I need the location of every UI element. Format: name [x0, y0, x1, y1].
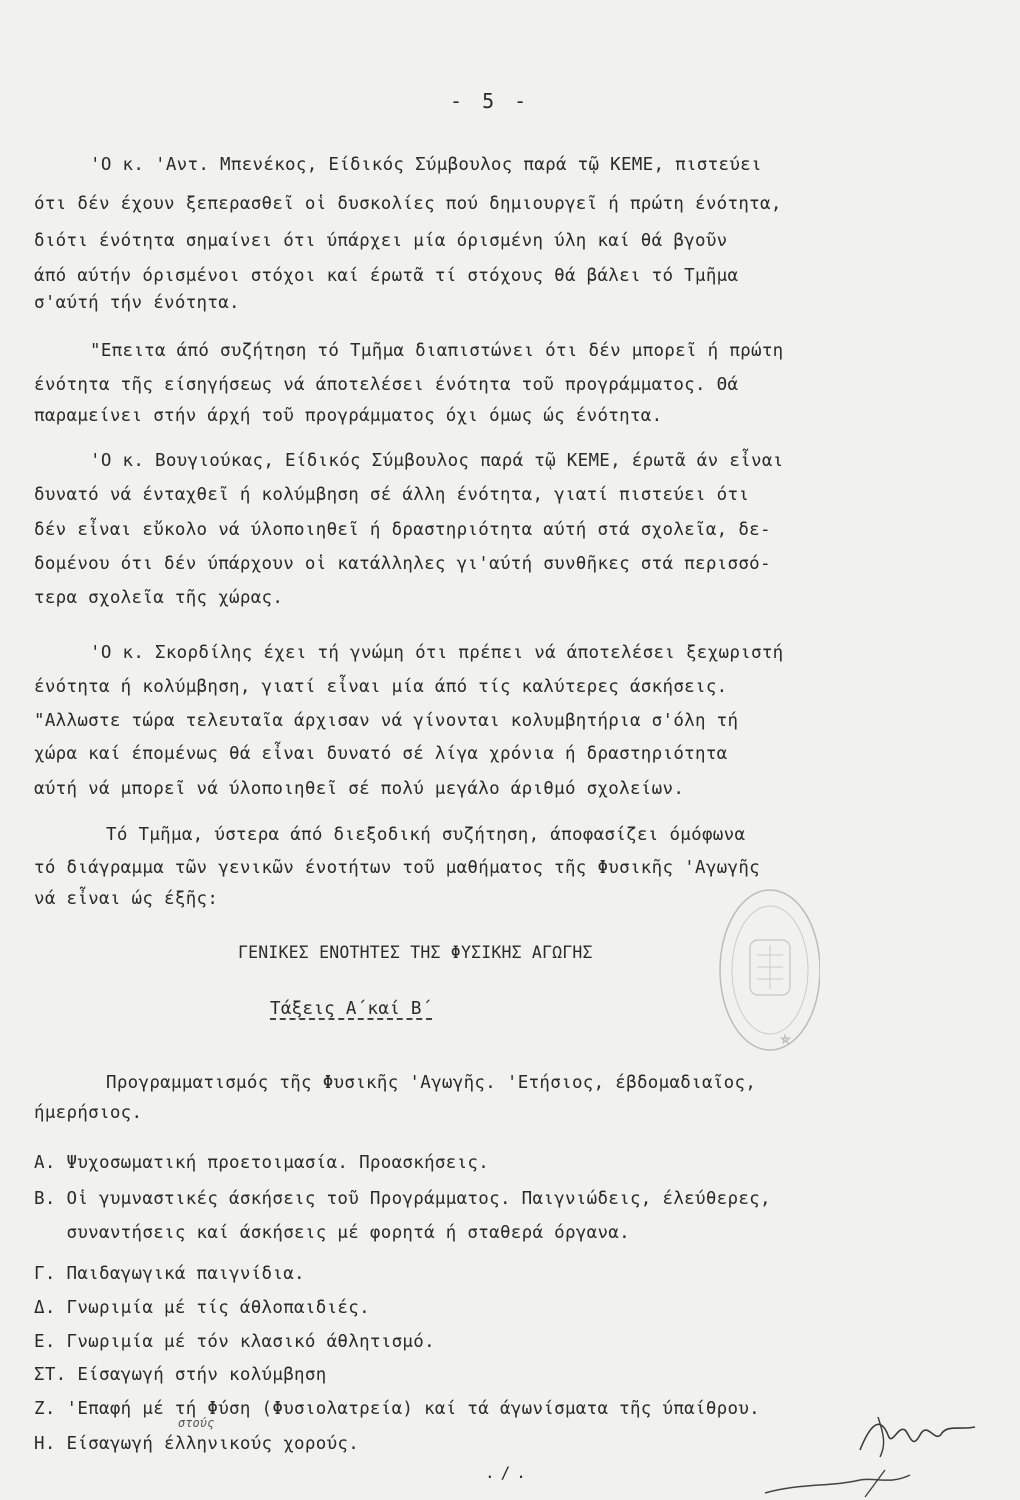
- list-item: Δ. Γνωριμία μέ τίς άθλοπαιδιές.: [34, 1298, 370, 1318]
- list-item: ΣΤ. Είσαγωγή στήν κολύμβηση: [34, 1365, 327, 1385]
- scribble-mark-icon: [760, 1465, 920, 1500]
- list-item: συναντήσεις καί άσκήσεις μέ φορητά ή σταθερά όργανα.: [34, 1223, 630, 1243]
- list-item: Ζ. 'Επαφή μέ τή Φύση (Φυσιολατρεία) καί τά άγωνίσματα τῆς ύπαίθρου.: [34, 1399, 761, 1419]
- paragraph-line: Τό Τμῆμα, ύστερα άπό διεξοδική συζήτηση, άποφασίζει όμόφωνα: [106, 825, 746, 845]
- list-item: Ε. Γνωριμία μέ τόν κλασικό άθλητισμό.: [34, 1332, 435, 1352]
- paragraph-line: σ'αύτή τήν ένότητα.: [34, 293, 240, 313]
- paragraph-line: νά εἶναι ώς έξῆς:: [34, 889, 219, 909]
- paragraph-line: 'Ο κ. Σκορδίλης έχει τή γνώμη ότι πρέπει νά άποτελέσει ξεχωριστή: [90, 643, 784, 663]
- paragraph-line: ένότητα τῆς είσηγήσεως νά άποτελέσει ένότητα τοῦ προγράμματος. Θά: [34, 375, 739, 395]
- continuation-mark: ./.: [485, 1463, 532, 1482]
- paragraph-line: τερα σχολεῖα τῆς χώρας.: [34, 588, 284, 608]
- seal-stamp-icon: [705, 885, 820, 1055]
- list-item: Γ. Παιδαγωγικά παιγνίδια.: [34, 1264, 305, 1284]
- paragraph-line: διότι ένότητα σημαίνει ότι ύπάρχει μία όρισμένη ύλη καί θά βγοῦν: [34, 231, 728, 251]
- paragraph-line: άπό αύτήν όρισμένοι στόχοι καί έρωτᾶ τί στόχους θά βάλει τό Τμῆμα: [34, 266, 739, 286]
- section-subheading: [270, 996, 433, 1022]
- paragraph-line: τό διάγραμμα τῶν γενικῶν ένοτήτων τοῦ μαθήματος τῆς Φυσικῆς 'Αγωγῆς: [34, 858, 761, 878]
- subheading-text: Τάξεις Α΄καί Β΄: [270, 999, 433, 1019]
- section-heading: ΓΕΝΙΚΕΣ ΕΝΟΤΗΤΕΣ ΤΗΣ ΦΥΣΙΚΗΣ ΑΓΩΓΗΣ: [238, 943, 593, 962]
- list-item: Β. Οἱ γυμναστικές άσκήσεις τοῦ Προγράμματος. Παιγνιώδεις, έλεύθερες,: [34, 1189, 771, 1209]
- paragraph-line: δέν εἶναι εὔκολο νά ύλοποιηθεῖ ή δραστηριότητα αύτή στά σχολεῖα, δε-: [34, 520, 771, 540]
- page-number: - 5 -: [450, 89, 531, 113]
- list-item: Η. Είσαγωγή έλληνικούς χορούς.: [34, 1434, 360, 1454]
- paragraph-line: ήμερήσιος.: [34, 1103, 143, 1123]
- paragraph-line: 'Ο κ. Βουγιούκας, Είδικός Σύμβουλος παρά τῷ ΚΕΜΕ, έρωτᾶ άν εἶναι: [90, 451, 784, 471]
- list-item: Α. Ψυχοσωματική προετοιμασία. Προασκήσεις.: [34, 1153, 490, 1173]
- paragraph-line: παραμείνει στήν άρχή τοῦ προγράμματος όχι όμως ώς ένότητα.: [34, 406, 663, 426]
- paragraph-line: χώρα καί έπομένως θά εἶναι δυνατό σέ λίγα χρόνια ή δραστηριότητα: [34, 744, 728, 764]
- paragraph-line: "Αλλωστε τώρα τελευταῖα άρχισαν νά γίνονται κολυμβητήρια σ'όλη τή: [34, 711, 739, 731]
- paragraph-line: δυνατό νά ένταχθεῖ ή κολύμβηση σέ άλλη ένότητα, γιατί πιστεύει ότι: [34, 485, 750, 505]
- paragraph-line: Προγραμματισμός τῆς Φυσικῆς 'Αγωγῆς. 'Ετήσιος, έβδομαδιαῖος,: [106, 1073, 757, 1093]
- paragraph-line: "Επειτα άπό συζήτηση τό Τμῆμα διαπιστώνει ότι δέν μπορεῖ ή πρώτη: [90, 341, 784, 361]
- signature-icon: [850, 1405, 980, 1465]
- paragraph-line: αύτή νά μπορεῖ νά ύλοποιηθεῖ σέ πολύ μεγάλο άριθμό σχολείων.: [34, 779, 685, 799]
- paragraph-line: 'Ο κ. 'Αντ. Μπενέκος, Είδικός Σύμβουλος παρά τῷ ΚΕΜΕ, πιστεύει: [90, 155, 762, 175]
- paragraph-line: ότι δέν έχουν ξεπερασθεῖ οἱ δυσκολίες πού δημιουργεῖ ή πρώτη ένότητα,: [34, 194, 782, 214]
- paragraph-line: δομένου ότι δέν ύπάρχουν οἱ κατάλληλες γι'αύτή συνθῆκες στά περισσό-: [34, 554, 771, 574]
- paragraph-line: ένότητα ή κολύμβηση, γιατί εἶναι μία άπό τίς καλύτερες άσκήσεις.: [34, 677, 728, 697]
- handwritten-insert: στούς: [178, 1416, 215, 1430]
